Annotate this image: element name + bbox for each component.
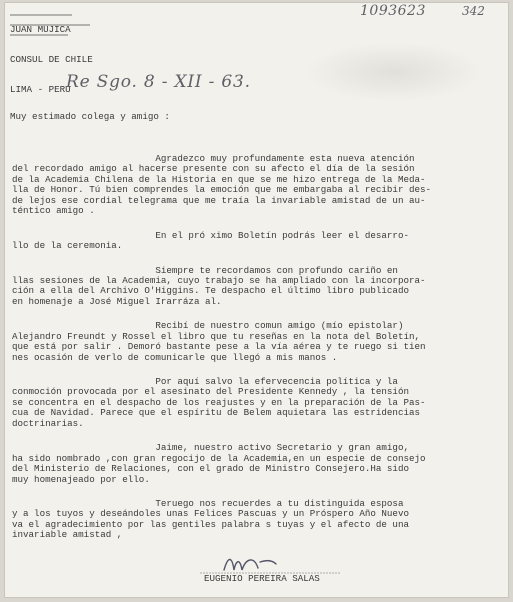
paragraph-gap (12, 363, 431, 377)
salutation: Muy estimado colega y amigo : (10, 111, 170, 122)
archive-code: 1093623 (360, 3, 426, 19)
paragraph-gap (12, 252, 431, 266)
body-line: cua de Navidad. Parece que el espíritu de Belem aquietara las estridencias (12, 407, 420, 419)
paragraph-gap (12, 485, 431, 499)
body-line: Agradezco muy profundamente esta nueva atención (12, 153, 415, 164)
body-line: va el agradecimiento por las gentiles palabra s tuyas y el afecto de una (12, 518, 409, 530)
body-line: Teruego nos recuerdes a tu distinguida esposa (12, 497, 404, 509)
body-line: En el pró ximo Boletín podrás leer el desarro- (12, 229, 409, 241)
paper-stain (304, 42, 484, 102)
body-line: Alejandro Freundt y Rossel el libro que tu reseñas en la nota del Boletín, (12, 330, 420, 342)
body-line: téntico amigo . (12, 205, 95, 217)
body-line: llas sesiones de la Academia, cuyo trabajo se ha ampliado con la incorpora- (12, 274, 426, 286)
body-line: Recibí de nuestro comun amigo (mío epistolar) (12, 320, 404, 332)
body-line: del Ministerio de Relaciones, con el grado de Ministro Consejero.Ha sido (12, 463, 409, 475)
letter-page (4, 2, 509, 598)
body-line: conmoción provocada por el asesinato del Presidente Kennedy , la tensión (12, 386, 409, 398)
letterhead-name: JUAN MUJICA (10, 24, 71, 35)
handwritten-date: Re Sgo. 8 - XII - 63. (66, 72, 251, 92)
paragraph-gap (12, 429, 431, 443)
body-line: de lejos ese cordial telegrama que me traía la invariable amistad de un au- (12, 194, 426, 206)
body-line: en homenaje a José Miguel Irarráza al. (12, 295, 222, 307)
body-line: invariable amistad , (12, 529, 123, 541)
signature-line (200, 572, 350, 575)
body-line: ción a ella del Archivo O'Higgins. Te despacho el último libro publicado (12, 285, 409, 297)
body-line: Siempre te recordamos con profundo cariño en (12, 264, 398, 276)
body-line: muy homenajeado por ello. (12, 473, 150, 485)
letterhead-location: LIMA - PERU (10, 84, 71, 95)
letter-body (12, 154, 431, 541)
letterhead-title: CONSUL DE CHILE (10, 54, 93, 65)
body-line: que está por salir . Demoró bastante pese a la vía aérea y te ruego si tien (12, 341, 426, 353)
letterhead-underline-1 (10, 14, 80, 17)
body-line: Por aquí salvo la efervecencia política y la (12, 376, 398, 387)
typed-signature: EUGENIO PEREIRA SALAS (204, 573, 320, 584)
body-line: Jaime, nuestro activo Secretario y gran amigo, (12, 442, 409, 454)
body-line: del recordado amigo al hacerse presente con su afecto el día de la sesión (12, 163, 415, 175)
body-line: nes ocasión de verlo de comunicarle que llegó a mis manos . (12, 351, 338, 363)
letterhead-underline-2 (10, 24, 90, 27)
folio-number: 342 (462, 4, 485, 18)
body-line: ha sido nombrado ,con gran regocijo de la Academia,en un especie de consejo (12, 452, 426, 464)
body-line: doctrinarias. (12, 417, 84, 429)
body-line: llo de la ceremonia. (12, 240, 123, 252)
body-line: se concentra en el despacho de los reajustes y en la preparación de la Pas- (12, 396, 426, 408)
body-line: lla de Honor. Tú bien comprendes la emoción que me embargaba al recibir des- (12, 184, 432, 196)
paragraph-gap (12, 217, 431, 231)
body-line: y a los tuyos y deseándoles unas Felices Pascuas y un Próspero Año Nuevo (12, 508, 409, 520)
letterhead-underline-3 (10, 34, 70, 37)
paragraph-gap (12, 307, 431, 321)
body-line: de la Academia Chilena de la Historia en que se me hizo entrega de la Meda- (12, 173, 426, 185)
